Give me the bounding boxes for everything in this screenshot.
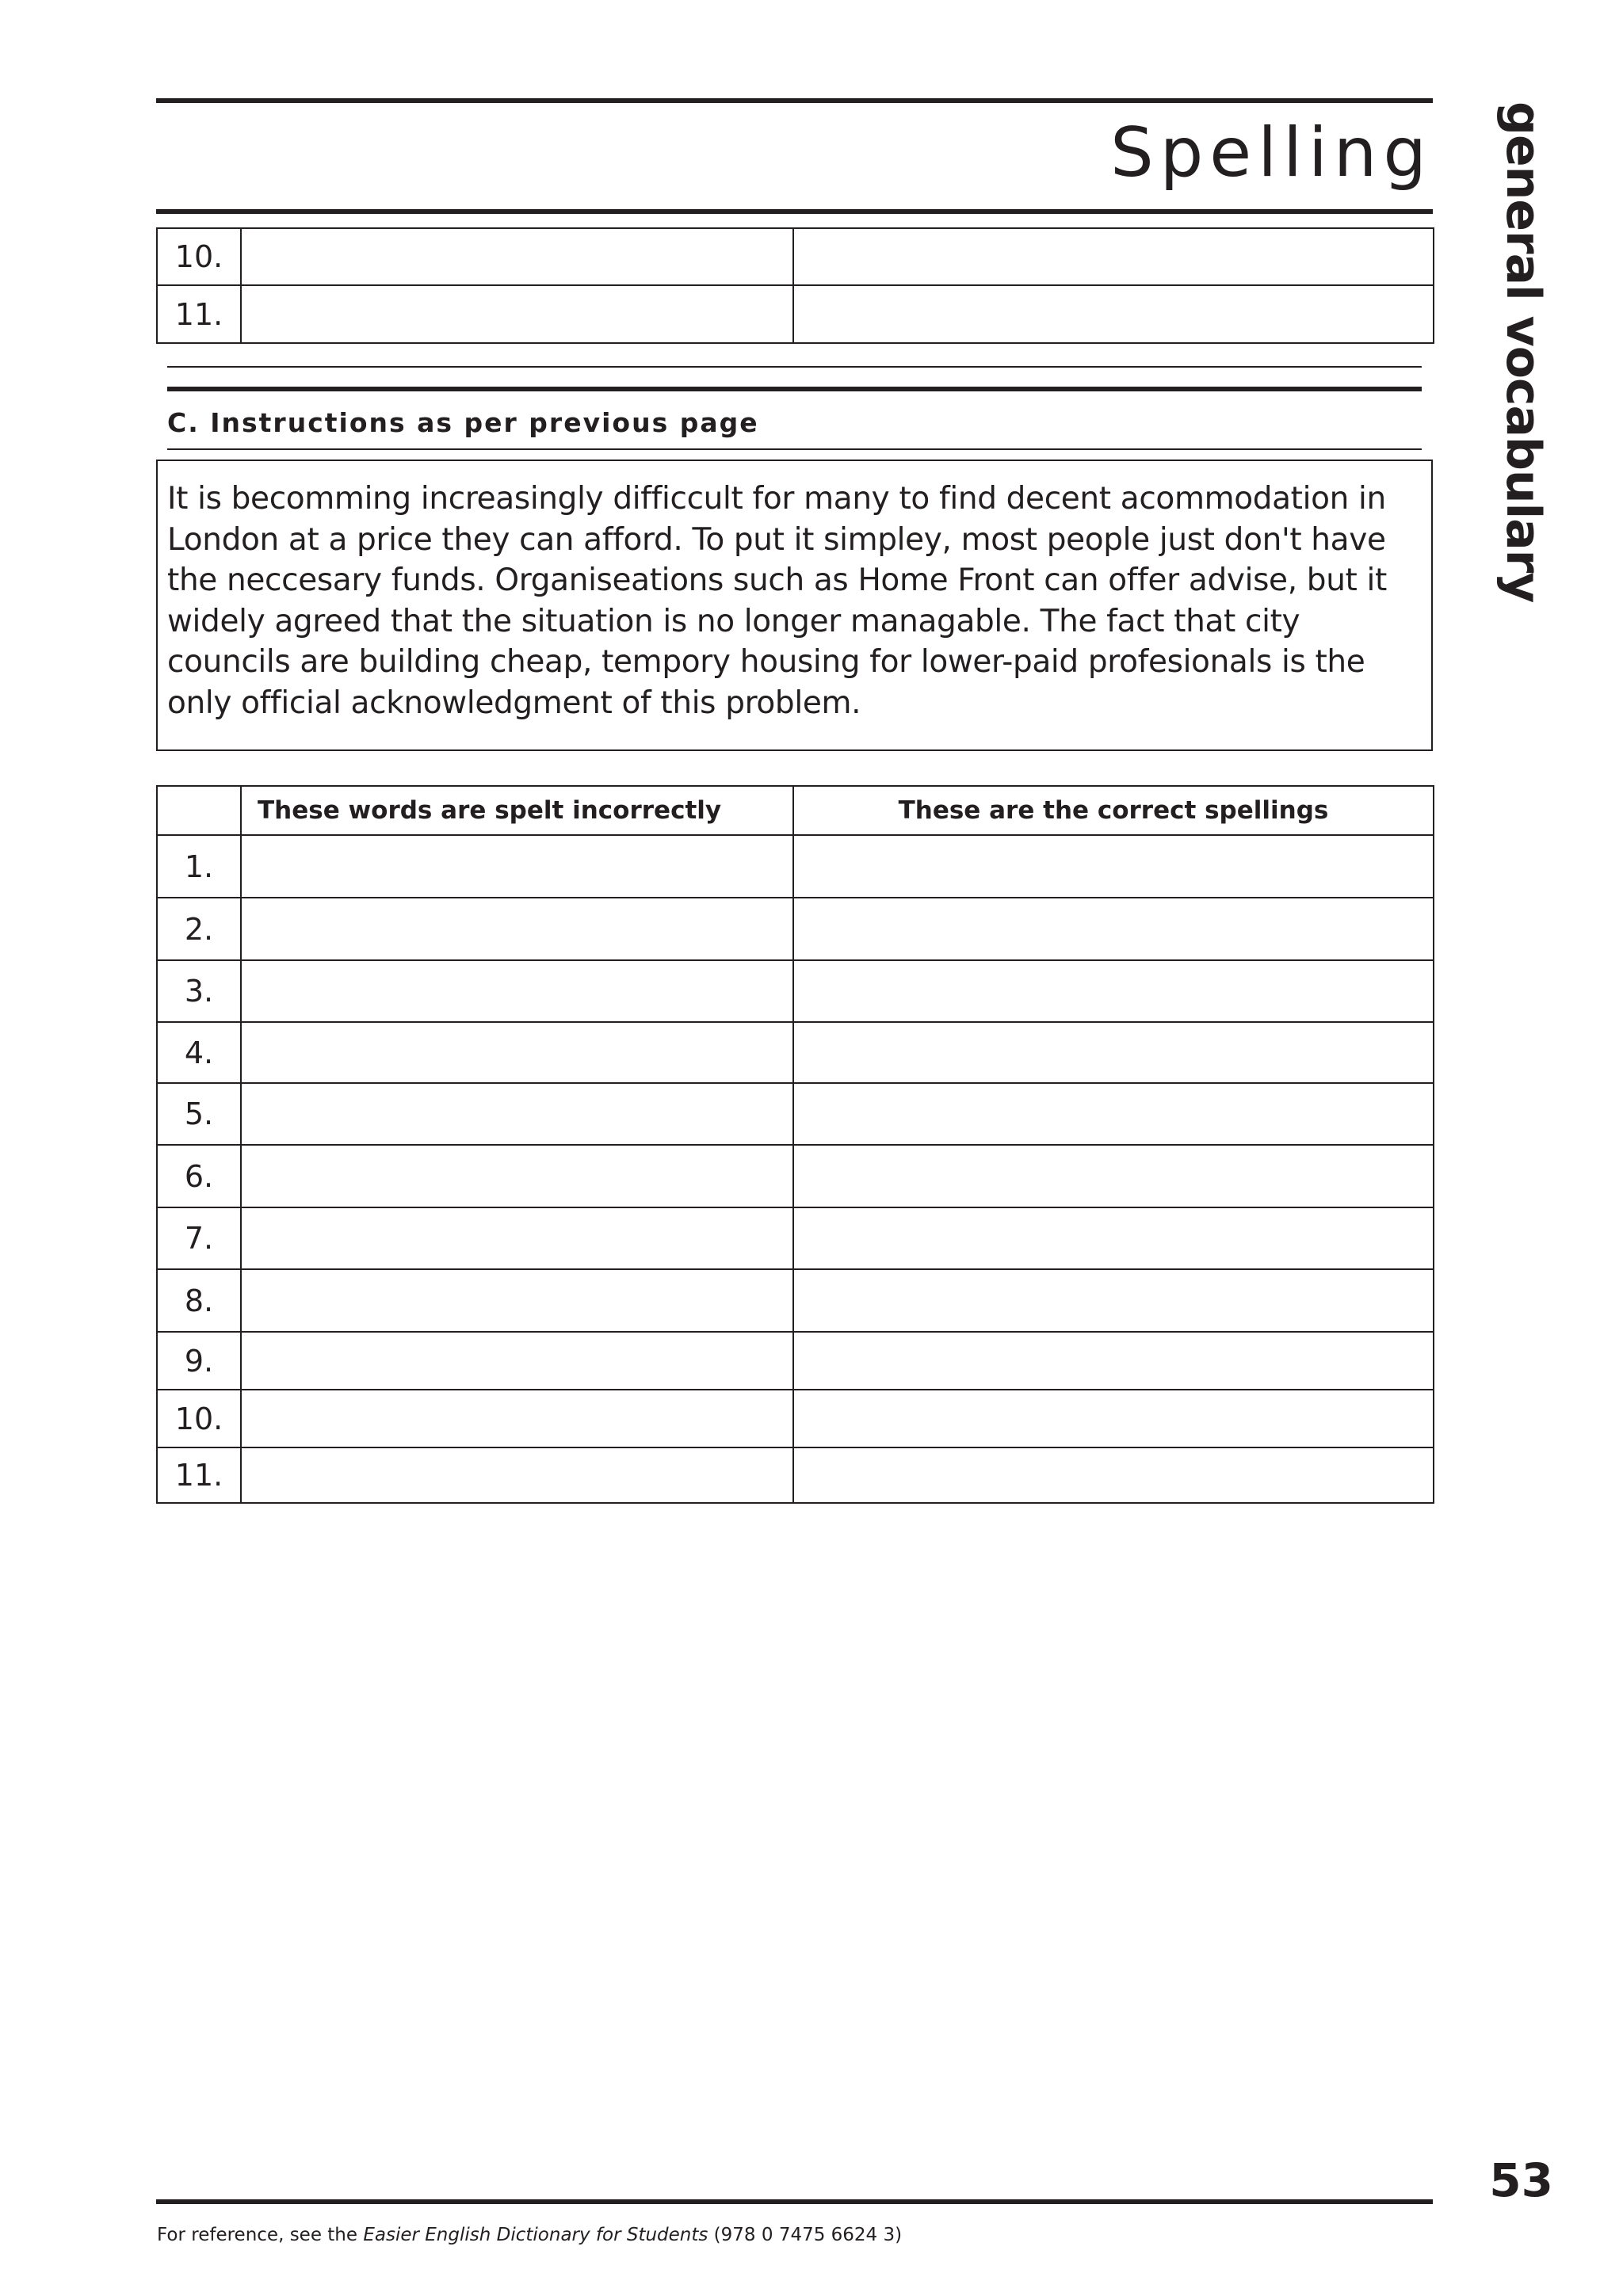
answer-cell[interactable]	[793, 285, 1434, 343]
incorrect-word-cell[interactable]	[241, 835, 793, 898]
incorrect-word-cell[interactable]	[241, 1145, 793, 1207]
footer-reference-title: Easier English Dictionary for Students	[363, 2225, 708, 2245]
row-number: 10.	[157, 1390, 241, 1447]
table-header-row	[157, 786, 1434, 835]
table-row	[157, 1390, 1434, 1447]
correct-spelling-cell[interactable]	[793, 1447, 1434, 1503]
row-number: 2.	[157, 898, 241, 960]
footer-reference-suffix: (978 0 7475 6624 3)	[708, 2225, 903, 2245]
incorrect-word-cell[interactable]	[241, 1269, 793, 1332]
answer-cell[interactable]	[241, 228, 793, 285]
answer-cell[interactable]	[241, 285, 793, 343]
divider-thin	[167, 366, 1422, 368]
number-column-header	[157, 786, 241, 835]
row-number: 5.	[157, 1083, 241, 1145]
answer-table	[156, 785, 1434, 1504]
table-row	[157, 228, 1434, 285]
divider-thick	[167, 387, 1422, 391]
incorrect-word-cell[interactable]	[241, 1332, 793, 1390]
divider-thin	[167, 448, 1422, 450]
table-row	[157, 1145, 1434, 1207]
row-number: 3.	[157, 960, 241, 1022]
correct-spelling-cell[interactable]	[793, 960, 1434, 1022]
footer-reference	[157, 2225, 902, 2245]
incorrect-word-cell[interactable]	[241, 1083, 793, 1145]
correct-spelling-cell[interactable]	[793, 1269, 1434, 1332]
answer-cell[interactable]	[793, 228, 1434, 285]
correct-spelling-cell[interactable]	[793, 1390, 1434, 1447]
header-top-rule	[156, 98, 1433, 103]
incorrect-word-cell[interactable]	[241, 898, 793, 960]
row-number: 9.	[157, 1332, 241, 1390]
incorrect-word-cell[interactable]	[241, 1390, 793, 1447]
row-number: 4.	[157, 1022, 241, 1083]
correct-spelling-cell[interactable]	[793, 898, 1434, 960]
row-number: 11.	[157, 285, 241, 343]
incorrect-word-cell[interactable]	[241, 1447, 793, 1503]
header-bottom-rule	[156, 209, 1433, 214]
table-row	[157, 960, 1434, 1022]
footer-rule	[156, 2199, 1433, 2204]
correct-spelling-cell[interactable]	[793, 1332, 1434, 1390]
section-heading: C. Instructions as per previous page	[167, 407, 759, 438]
table-row	[157, 285, 1434, 343]
correct-spelling-cell[interactable]	[793, 1083, 1434, 1145]
correct-spelling-cell[interactable]	[793, 1145, 1434, 1207]
row-number: 6.	[157, 1145, 241, 1207]
table-row	[157, 1207, 1434, 1269]
row-number: 1.	[157, 835, 241, 898]
incorrect-column-header: These words are spelt incorrectly	[241, 786, 793, 835]
page-title: Spelling	[1110, 113, 1433, 193]
row-number: 8.	[157, 1269, 241, 1332]
table-row	[157, 835, 1434, 898]
correct-spelling-cell[interactable]	[793, 1022, 1434, 1083]
passage-text: It is becomming increasingly difficcult for many to find decent acommodation in London at a price they can afford. To put it simpley, most people just don't have the neccesary funds. Organiseations such as Home Front can offer advise, but it widely agreed that the situation is no longer managable. The fact that city councils are building cheap, tempory housing for lower-paid profesionals is the only official acknowledgment of this problem.	[167, 481, 1387, 721]
row-number: 11.	[157, 1447, 241, 1503]
table-row	[157, 1447, 1434, 1503]
row-number: 10.	[157, 228, 241, 285]
footer-reference-prefix: For reference, see the	[157, 2225, 364, 2245]
table-row	[157, 1269, 1434, 1332]
incorrect-word-cell[interactable]	[241, 960, 793, 1022]
row-number: 7.	[157, 1207, 241, 1269]
side-tab-label: general vocabulary	[1495, 101, 1551, 603]
table-row	[157, 1083, 1434, 1145]
table-row	[157, 1332, 1434, 1390]
page-number: 53	[1489, 2153, 1553, 2207]
correct-column-header: These are the correct spellings	[793, 786, 1434, 835]
correct-spelling-cell[interactable]	[793, 835, 1434, 898]
table-row	[157, 1022, 1434, 1083]
incorrect-word-cell[interactable]	[241, 1022, 793, 1083]
table-row	[157, 898, 1434, 960]
continuation-table	[156, 227, 1434, 344]
correct-spelling-cell[interactable]	[793, 1207, 1434, 1269]
incorrect-word-cell[interactable]	[241, 1207, 793, 1269]
